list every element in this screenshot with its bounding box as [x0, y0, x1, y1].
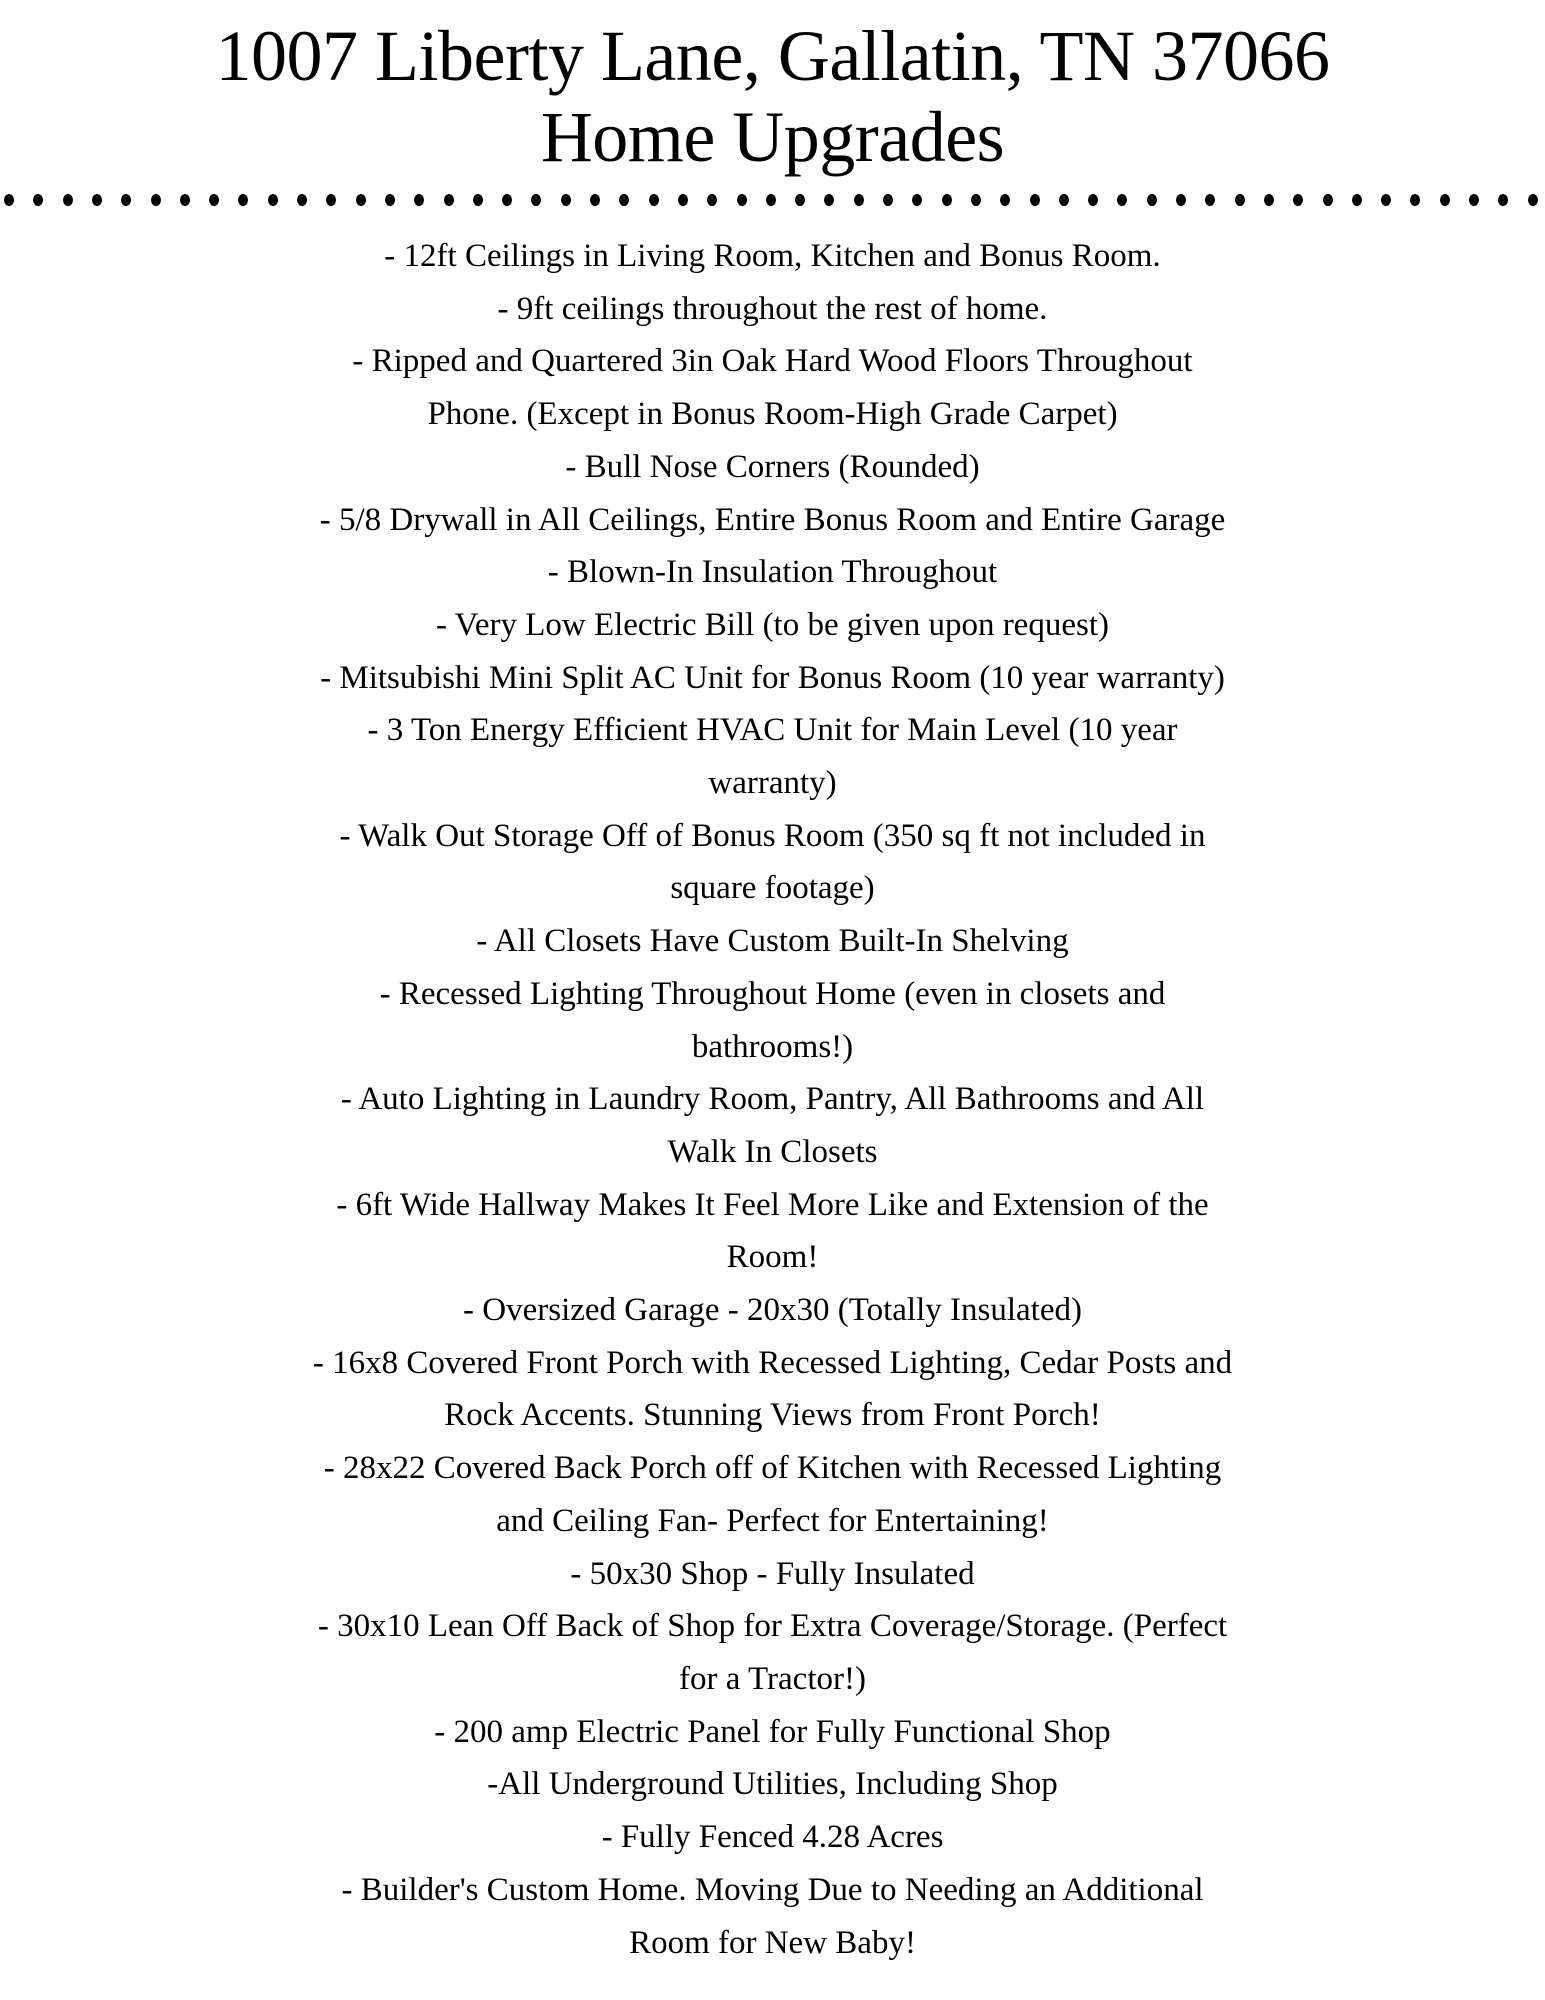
upgrade-item: [0, 283, 1545, 336]
divider-dot: [590, 194, 600, 206]
divider-dot: [619, 194, 629, 206]
divider-dot: [649, 194, 659, 206]
upgrade-item-line: - 200 amp Electric Panel for Fully Functional Shop: [434, 1713, 1111, 1750]
divider-dot: [1469, 194, 1479, 206]
divider-dot: [268, 194, 278, 206]
divider-dot: [356, 194, 366, 206]
divider-dot: [297, 194, 307, 206]
upgrade-item-line: - 5/8 Drywall in All Ceilings, Entire Bonus Room and Entire Garage: [319, 501, 1226, 538]
divider-dot: [92, 194, 102, 206]
upgrade-item-line: - Oversized Garage - 20x30 (Totally Insulated): [463, 1292, 1082, 1329]
upgrade-item: [0, 1811, 1545, 1864]
upgrade-item-line: - All Closets Have Custom Built-In Shelving: [476, 923, 1069, 960]
upgrade-item: [0, 1442, 1545, 1547]
divider-dot: [1264, 194, 1274, 206]
divider-dot: [1147, 194, 1157, 206]
upgrade-item-line: bathrooms!): [691, 1028, 854, 1065]
upgrade-item: [0, 652, 1545, 705]
upgrade-item: [0, 599, 1545, 652]
page-title-address: 1007 Liberty Lane, Gallatin, TN 37066: [215, 16, 1330, 96]
upgrade-item-line: for a Tractor!): [679, 1660, 866, 1697]
upgrade-item: [0, 546, 1545, 599]
upgrade-item-line: - Very Low Electric Bill (to be given upon request): [436, 606, 1109, 643]
divider-dot: [1030, 194, 1040, 206]
upgrade-item: [0, 1179, 1545, 1284]
upgrade-item: [0, 704, 1545, 809]
divider-dot: [473, 194, 483, 206]
upgrade-item: [0, 1706, 1545, 1759]
divider-dot: [1498, 194, 1508, 206]
upgrade-item: [0, 441, 1545, 494]
divider-dot: [707, 194, 717, 206]
upgrade-item: [0, 1073, 1545, 1178]
upgrade-item-line: - 9ft ceilings throughout the rest of home.: [497, 290, 1048, 327]
upgrade-item-line: Walk In Closets: [667, 1133, 878, 1170]
upgrade-item-line: Rock Accents. Stunning Views from Front Porch!: [444, 1397, 1101, 1434]
page-subtitle: Home Upgrades: [540, 97, 1005, 177]
upgrade-item-line: - 3 Ton Energy Efficient HVAC Unit for Main Level (10 year: [367, 712, 1178, 749]
divider-dot: [971, 194, 981, 206]
upgrade-item: [0, 1548, 1545, 1601]
upgrade-item: [0, 230, 1545, 283]
upgrade-item-line: -All Underground Utilities, Including Shop: [487, 1766, 1058, 1803]
upgrade-item-line: Phone. (Except in Bonus Room-High Grade Carpet): [427, 396, 1118, 433]
upgrade-item: [0, 1600, 1545, 1705]
upgrade-item-line: - 6ft Wide Hallway Makes It Feel More Like and Extension of the: [336, 1186, 1209, 1223]
upgrade-item-line: - 30x10 Lean Off Back of Shop for Extra Coverage/Storage. (Perfect: [317, 1608, 1228, 1645]
divider-dot: [502, 194, 512, 206]
divider-dot: [1000, 194, 1010, 206]
divider-dot: [1176, 194, 1186, 206]
upgrade-item-line: warranty): [708, 765, 837, 802]
upgrade-item-line: - Builder's Custom Home. Moving Due to Needing an Additional: [341, 1871, 1204, 1908]
upgrade-item: [0, 1864, 1545, 1969]
upgrade-item: [0, 915, 1545, 968]
divider-dot: [1381, 194, 1391, 206]
divider-dot: [180, 194, 190, 206]
upgrade-item: [0, 1284, 1545, 1337]
divider-dot: [1528, 194, 1538, 206]
upgrade-item-line: Room!: [726, 1239, 819, 1276]
divider-dot: [912, 194, 922, 206]
divider-dot: [209, 194, 219, 206]
upgrade-item-line: - Recessed Lighting Throughout Home (even in closets and: [379, 975, 1166, 1012]
upgrade-item: [0, 335, 1545, 440]
upgrade-item-line: - Walk Out Storage Off of Bonus Room (350 sq ft not included in: [339, 817, 1206, 854]
dotted-divider: [0, 194, 1545, 206]
divider-dot: [1323, 194, 1333, 206]
divider-dot: [766, 194, 776, 206]
divider-dot: [1293, 194, 1303, 206]
divider-dot: [795, 194, 805, 206]
upgrade-item-line: - Bull Nose Corners (Rounded): [565, 448, 980, 485]
divider-dot: [942, 194, 952, 206]
divider-dot: [1410, 194, 1420, 206]
divider-dot: [561, 194, 571, 206]
upgrade-item-line: - Fully Fenced 4.28 Acres: [601, 1819, 944, 1856]
divider-dot: [1352, 194, 1362, 206]
divider-dot: [1235, 194, 1245, 206]
divider-dot: [1059, 194, 1069, 206]
divider-dot: [883, 194, 893, 206]
upgrade-item-line: - 50x30 Shop - Fully Insulated: [570, 1555, 975, 1592]
divider-dot: [385, 194, 395, 206]
upgrade-item-line: - Auto Lighting in Laundry Room, Pantry, All Bathrooms and All: [340, 1081, 1205, 1118]
upgrade-item-line: - 28x22 Covered Back Porch off of Kitchen with Recessed Lighting: [323, 1450, 1222, 1487]
divider-dot: [737, 194, 747, 206]
upgrade-item-line: - Blown-In Insulation Throughout: [547, 554, 998, 591]
divider-dot: [151, 194, 161, 206]
upgrade-item: [0, 1758, 1545, 1811]
divider-dot: [854, 194, 864, 206]
divider-dot: [1440, 194, 1450, 206]
divider-dot: [678, 194, 688, 206]
divider-dot: [824, 194, 834, 206]
divider-dot: [238, 194, 248, 206]
upgrade-item: [0, 1337, 1545, 1442]
divider-dot: [1117, 194, 1127, 206]
upgrade-item-line: - Ripped and Quartered 3in Oak Hard Wood Floors Throughout: [352, 343, 1193, 380]
upgrade-item: [0, 494, 1545, 547]
upgrade-item: [0, 968, 1545, 1073]
divider-dot: [531, 194, 541, 206]
upgrade-item-line: - 12ft Ceilings in Living Room, Kitchen and Bonus Room.: [384, 238, 1161, 274]
upgrade-item-line: square footage): [670, 870, 875, 907]
divider-dot: [414, 194, 424, 206]
upgrade-item: [0, 810, 1545, 915]
divider-dot: [1088, 194, 1098, 206]
upgrade-item-line: Room for New Baby!: [629, 1924, 916, 1961]
divider-dot: [444, 194, 454, 206]
divider-dot: [4, 194, 14, 206]
divider-dot: [1205, 194, 1215, 206]
divider-dot: [63, 194, 73, 206]
upgrade-item-line: and Ceiling Fan- Perfect for Entertaining!: [496, 1502, 1049, 1539]
divider-dot: [121, 194, 131, 206]
divider-dot: [326, 194, 336, 206]
upgrades-list: [0, 230, 1545, 1969]
upgrade-item-line: - 16x8 Covered Front Porch with Recessed Lighting, Cedar Posts and: [312, 1344, 1233, 1381]
upgrade-item-line: - Mitsubishi Mini Split AC Unit for Bonus Room (10 year warranty): [320, 659, 1225, 696]
divider-dot: [33, 194, 43, 206]
